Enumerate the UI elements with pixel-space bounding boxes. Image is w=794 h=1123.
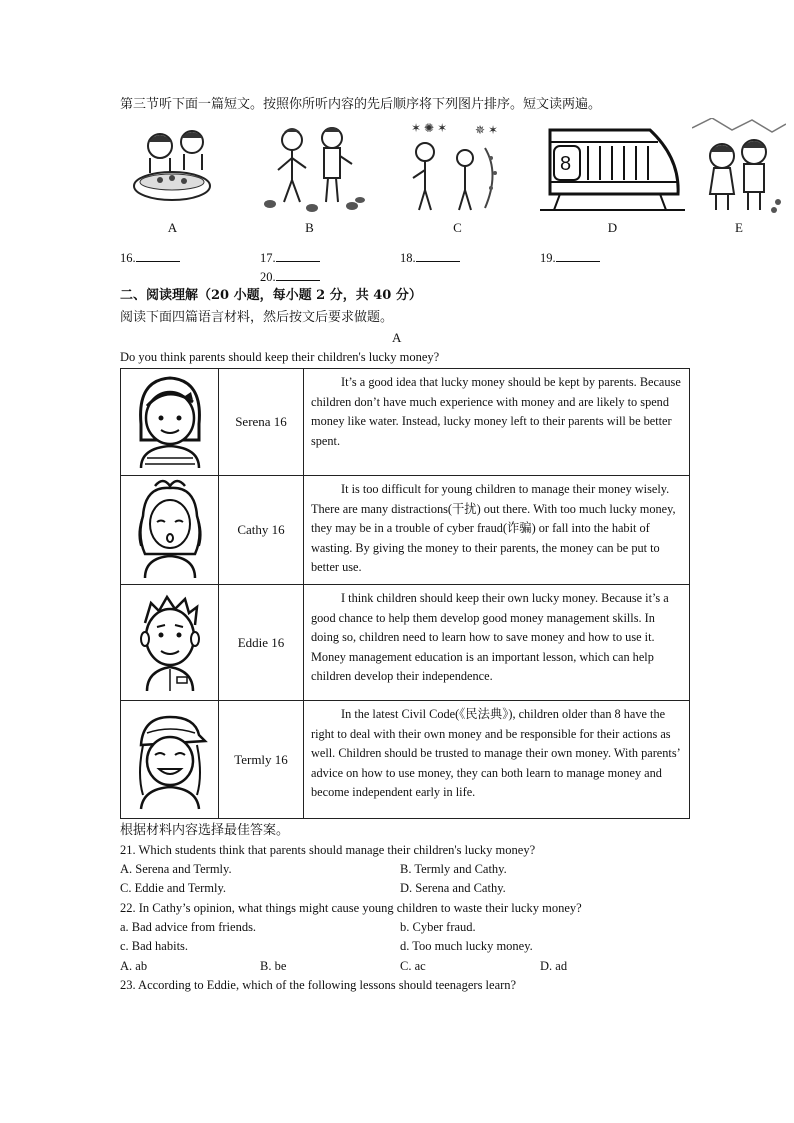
picture-a xyxy=(120,118,225,238)
boy-spiky-hair-avatar-icon xyxy=(127,589,213,693)
answer-17 xyxy=(260,249,320,266)
girl-cap-avatar-icon xyxy=(127,705,213,811)
q21-option-a[interactable]: A. Serena and Termly. xyxy=(120,862,232,876)
picture-e-label: E xyxy=(735,220,743,235)
q22-option-b[interactable]: B. be xyxy=(260,959,287,973)
q22-option-c[interactable]: C. ac xyxy=(400,959,426,973)
picture-b xyxy=(252,118,367,238)
opinion-text: I think children should keep their own lucky money. Because it’s a good chance to help them develop good money management skills. In doing so, children need to learn how to save money and how to use it. Money management education is an important lesson, which can help children develop their independence. xyxy=(311,591,669,684)
student-name: Eddie 16 xyxy=(219,585,304,701)
answer-19-number: 19. xyxy=(540,251,556,265)
passage-question-title: Do you think parents should keep their children's lucky money? xyxy=(120,350,440,364)
answer-19 xyxy=(540,249,600,266)
picture-d-label: D xyxy=(607,220,618,235)
children-feeding-chickens-illustration xyxy=(252,118,367,218)
answer-16-number: 16. xyxy=(120,251,136,265)
avatar-cell xyxy=(121,476,219,585)
answer-17-number: 17. xyxy=(260,251,276,265)
q21-option-c[interactable]: C. Eddie and Termly. xyxy=(120,881,227,895)
picture-c-label: C xyxy=(453,220,462,235)
q22-option-a[interactable]: A. ab xyxy=(120,959,148,973)
opinion-text-cell xyxy=(304,701,690,819)
answer-18 xyxy=(400,249,460,266)
opinions-table xyxy=(120,368,690,819)
q22-item-b: b. Cyber fraud. xyxy=(400,920,476,934)
passage-label: A xyxy=(392,330,402,345)
student-name: Cathy 16 xyxy=(219,476,304,585)
answer-18-number: 18. xyxy=(400,251,416,265)
girl-headband-avatar-icon xyxy=(127,476,213,580)
section3-instruction: 第三节听下面一篇短文。按照你所听内容的先后顺序将下列图片排序。短文读两遍。 xyxy=(120,96,602,111)
answer-17-blank[interactable] xyxy=(276,249,320,262)
q22-stem: 22. In Cathy’s opinion, what things might cause young children to waste their lucky money? xyxy=(120,901,582,915)
children-eating-dumplings-illustration xyxy=(120,118,225,218)
picture-b-label: B xyxy=(305,220,314,235)
part2-instruction: 阅读下面四篇语言材料，然后按文后要求做题。 xyxy=(120,309,394,324)
picture-a-label: A xyxy=(167,220,178,235)
answer-20-blank[interactable] xyxy=(276,268,320,281)
picture-e xyxy=(692,118,786,238)
opinion-text-cell xyxy=(304,585,690,701)
two-children-outdoors-illustration xyxy=(692,118,786,218)
table-row xyxy=(121,701,690,819)
student-name: Serena 16 xyxy=(219,369,304,476)
q21-stem: 21. Which students think that parents should manage their children's lucky money? xyxy=(120,843,536,857)
answer-19-blank[interactable] xyxy=(556,249,600,262)
train-illustration xyxy=(540,118,685,218)
opinion-text: In the latest Civil Code(《民法典》), children older than 8 have the right to deal with their own money and be responsible for their actions as well. Children should be trusted to manage their own money. With parents’ advice on how to use money, they can both learn to manage money and become independent early in life. xyxy=(311,707,680,800)
q23-stem: 23. According to Eddie, which of the following lessons should teenagers learn? xyxy=(120,978,517,992)
opinion-text-cell xyxy=(304,369,690,476)
answer-18-blank[interactable] xyxy=(416,249,460,262)
choose-instruction: 根据材料内容选择最佳答案。 xyxy=(120,822,290,837)
table-row xyxy=(121,369,690,476)
table-row xyxy=(121,476,690,585)
answer-20 xyxy=(260,268,320,285)
opinion-text: It is too difficult for young children to manage their money wisely. There are many distractions(干扰) out there. With too much lucky money, they may be in a trouble of cyber fraud(诈骗) or fall into the habit of wasting. By giving the money to their parents, the money can be put to better use. xyxy=(311,482,676,575)
svg-text:✵ ✶: ✵ ✶ xyxy=(475,123,499,137)
part2-heading: 二、阅读理解（20 小题，每小题 2 分，共 40 分） xyxy=(120,288,422,303)
avatar-cell xyxy=(121,585,219,701)
q22-item-d: d. Too much lucky money. xyxy=(400,939,533,953)
svg-text:✶ ✺ ✶: ✶ ✺ ✶ xyxy=(411,121,448,135)
q22-item-c: c. Bad habits. xyxy=(120,939,189,953)
svg-text:8: 8 xyxy=(560,153,572,175)
family-fireworks-illustration xyxy=(405,118,510,218)
picture-c xyxy=(405,118,510,238)
answer-16 xyxy=(120,249,180,266)
opinion-text-cell xyxy=(304,476,690,585)
answer-20-number: 20. xyxy=(260,270,276,284)
avatar-cell xyxy=(121,369,219,476)
student-name: Termly 16 xyxy=(219,701,304,819)
answer-16-blank[interactable] xyxy=(136,249,180,262)
girl-short-hair-avatar-icon xyxy=(127,370,213,470)
picture-d xyxy=(540,118,685,238)
table-row xyxy=(121,585,690,701)
q21-option-d[interactable]: D. Serena and Cathy. xyxy=(400,881,506,895)
avatar-cell xyxy=(121,701,219,819)
q22-option-d[interactable]: D. ad xyxy=(540,959,568,973)
opinion-text: It’s a good idea that lucky money should be kept by parents. Because children don’t have much experience with money and are likely to spend money like water. Instead, lucky money left to their parents will be better spent. xyxy=(311,375,681,448)
q21-option-b[interactable]: B. Termly and Cathy. xyxy=(400,862,507,876)
q22-item-a: a. Bad advice from friends. xyxy=(120,920,257,934)
